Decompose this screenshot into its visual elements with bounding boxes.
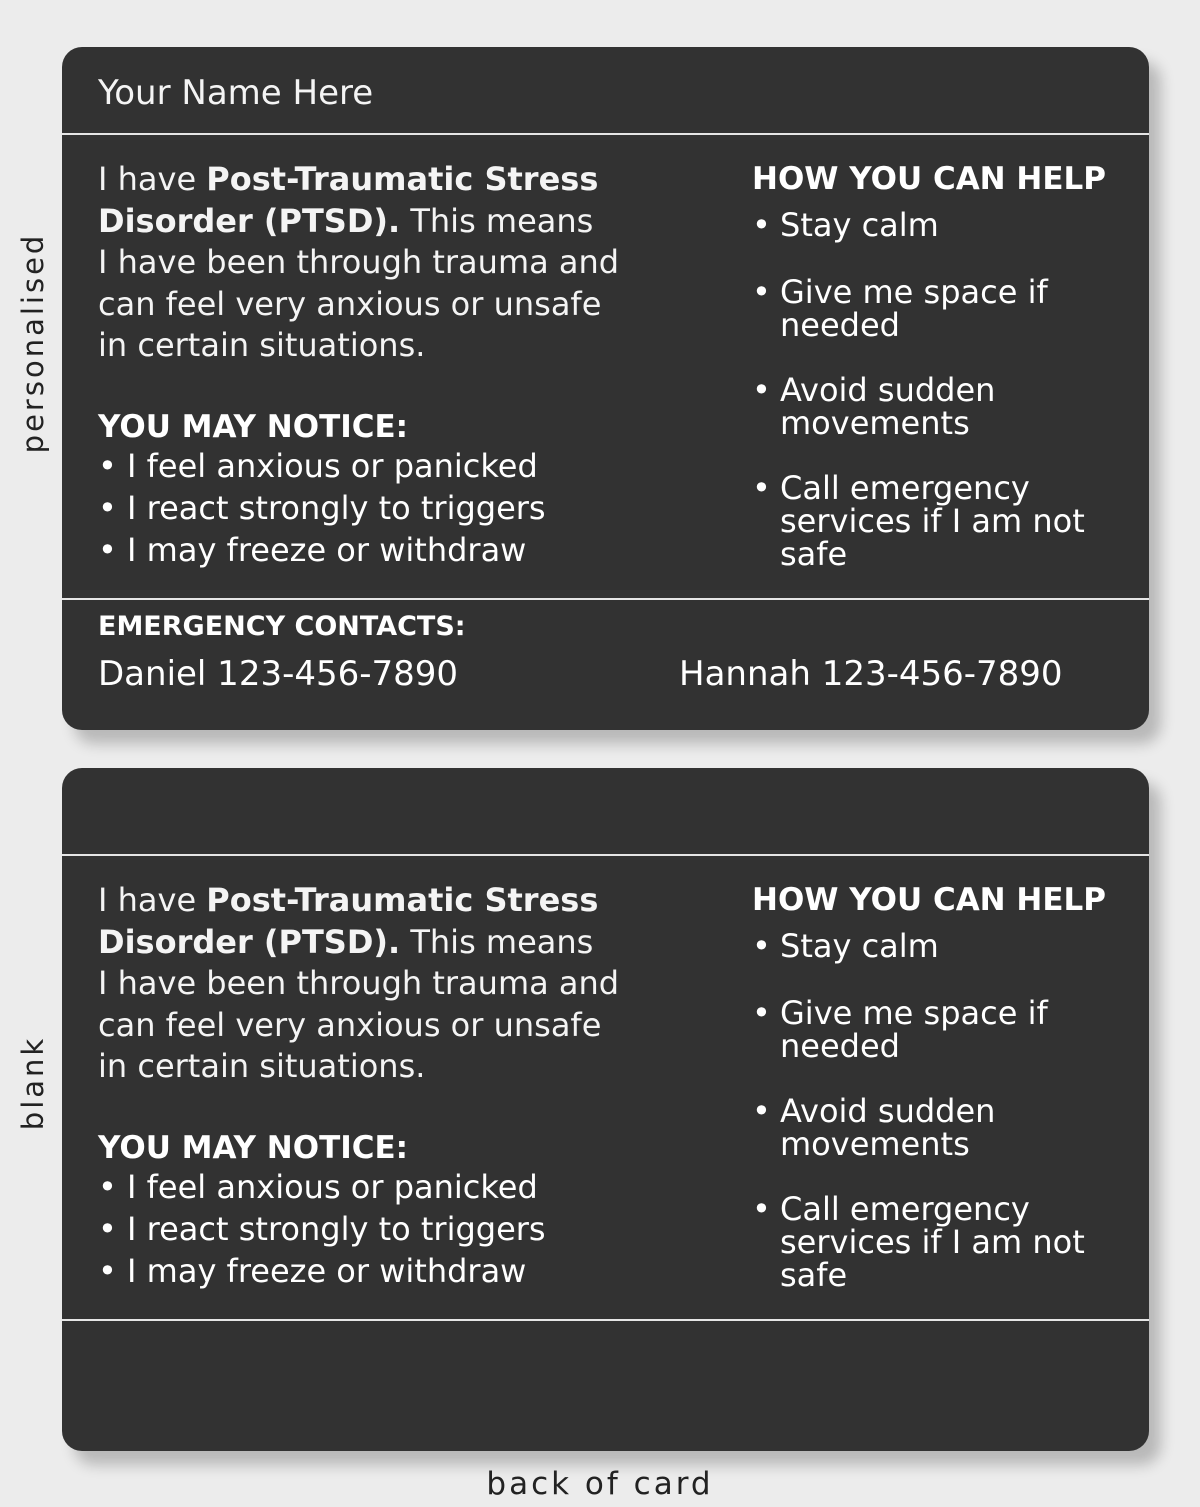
help-line: safe (780, 535, 848, 573)
cardholder-name: Your Name Here (98, 73, 374, 113)
help-heading: HOW YOU CAN HELP (752, 882, 1107, 918)
help-line: safe (780, 1256, 848, 1294)
top-divider (62, 133, 1149, 135)
intro-condition-2: Disorder (PTSD). (98, 922, 401, 961)
help-line: needed (780, 1027, 900, 1065)
intro-text (98, 159, 698, 367)
emergency-contact-2: Hannah 123-456-7890 (679, 654, 1063, 694)
help-line: Call emergency (780, 469, 1030, 507)
help-line: movements (780, 404, 970, 442)
notice-heading: YOU MAY NOTICE: (98, 1130, 409, 1166)
back-of-card-caption: back of card (486, 1466, 714, 1502)
emergency-contact-1: Daniel 123-456-7890 (98, 654, 459, 694)
help-item (752, 994, 1048, 1065)
list-item: • I react strongly to triggers (98, 489, 546, 527)
notice-heading: YOU MAY NOTICE: (98, 409, 409, 445)
help-line: services if I am not (780, 502, 1085, 540)
intro-lead: I have (98, 881, 207, 919)
help-line: Call emergency (780, 1190, 1030, 1228)
label-personalised: personalised (16, 232, 50, 454)
help-line: services if I am not (780, 1223, 1085, 1261)
help-line: movements (780, 1125, 970, 1163)
bullet-icon: • (752, 1092, 771, 1130)
bullet-icon: • (752, 994, 771, 1032)
card-personalised (62, 47, 1149, 730)
help-item (752, 206, 939, 244)
help-line: Stay calm (780, 927, 939, 965)
list-item: • I feel anxious or panicked (98, 1168, 538, 1206)
card-blank (62, 768, 1149, 1451)
help-line: Avoid sudden (780, 1092, 996, 1130)
bullet-icon: • (752, 206, 771, 244)
help-line: Avoid sudden (780, 371, 996, 409)
help-item (752, 1092, 996, 1163)
notice-list (98, 1166, 546, 1292)
emergency-heading: EMERGENCY CONTACTS: (98, 611, 466, 642)
list-item: • I react strongly to triggers (98, 1210, 546, 1248)
bottom-divider (62, 598, 1149, 600)
help-item (752, 273, 1048, 344)
intro-condition-2: Disorder (PTSD). (98, 201, 401, 240)
bullet-icon: • (752, 469, 771, 507)
intro-text (98, 880, 698, 1088)
bullet-icon: • (752, 927, 771, 965)
bullet-icon: • (752, 273, 771, 311)
intro-lead: I have (98, 160, 207, 198)
intro-line-4: can feel very anxious or unsafe (98, 284, 602, 323)
intro-tail: This means (400, 922, 594, 961)
list-item: • I may freeze or withdraw (98, 1252, 527, 1290)
intro-condition-1: Post-Traumatic Stress (206, 160, 599, 198)
help-item (752, 469, 1085, 573)
bottom-divider (62, 1319, 1149, 1321)
help-item (752, 371, 996, 442)
help-item (752, 1190, 1085, 1294)
intro-condition-1: Post-Traumatic Stress (206, 881, 599, 919)
intro-line-4: can feel very anxious or unsafe (98, 1005, 602, 1044)
help-line: needed (780, 306, 900, 344)
help-line: Give me space if (780, 273, 1048, 311)
bullet-icon: • (752, 371, 771, 409)
top-divider (62, 854, 1149, 856)
intro-line-5: in certain situations. (98, 1047, 426, 1085)
label-blank: blank (16, 1035, 50, 1131)
intro-line-3: I have been through trauma and (98, 964, 620, 1002)
intro-line-3: I have been through trauma and (98, 243, 620, 281)
help-heading: HOW YOU CAN HELP (752, 161, 1107, 197)
help-line: Give me space if (780, 994, 1048, 1032)
list-item: • I may freeze or withdraw (98, 531, 527, 569)
list-item: • I feel anxious or panicked (98, 447, 538, 485)
help-item (752, 927, 939, 965)
notice-list (98, 445, 546, 571)
bullet-icon: • (752, 1190, 771, 1228)
help-line: Stay calm (780, 206, 939, 244)
intro-line-5: in certain situations. (98, 326, 426, 364)
intro-tail: This means (400, 201, 594, 240)
